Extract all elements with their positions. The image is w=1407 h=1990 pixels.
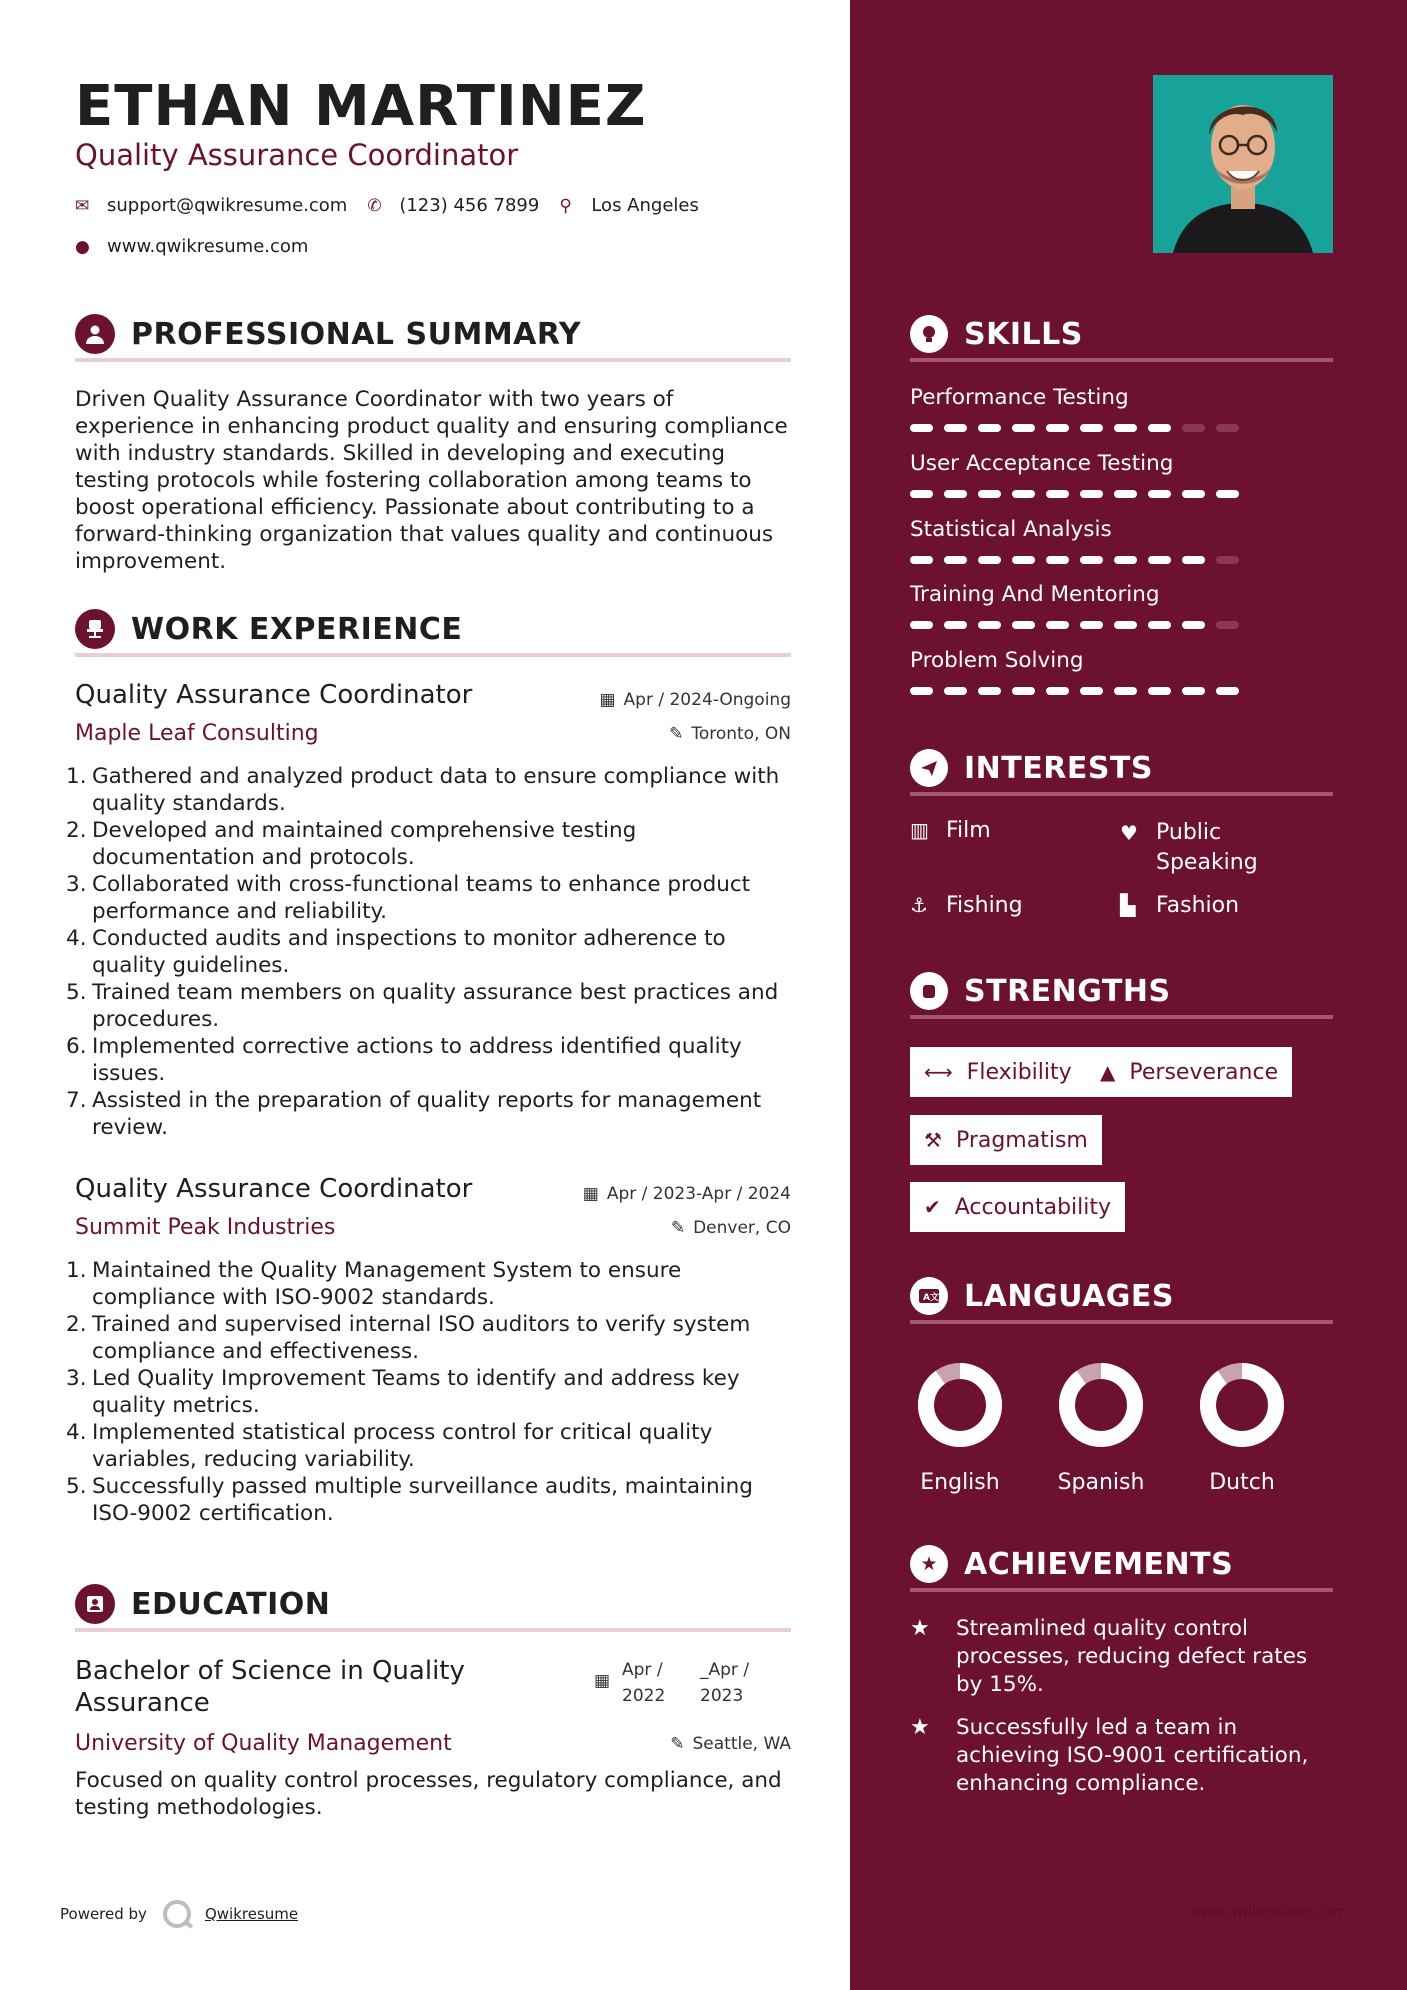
footer-powered xyxy=(60,1900,298,1928)
list-item: Collaborated with cross-functional teams to enhance product performance and reliability. xyxy=(92,872,751,924)
strength-label: Flexibility xyxy=(966,1059,1072,1085)
list-item: Implemented corrective actions to address identified quality issues. xyxy=(92,1034,742,1086)
profile-photo xyxy=(1153,75,1333,253)
skill-dash xyxy=(1216,490,1239,498)
qwikresume-link[interactable]: Qwikresume xyxy=(204,1905,299,1923)
achievements-heading xyxy=(910,1540,1333,1592)
skill-dash xyxy=(1114,490,1137,498)
anchor-icon: ⚓ xyxy=(910,893,928,917)
language-icon xyxy=(910,1277,948,1315)
job-date-text: Apr / 2023-Apr / 2024 xyxy=(606,1184,791,1204)
lightbulb-icon xyxy=(910,315,948,353)
skill-dash xyxy=(1046,424,1069,432)
skill-item xyxy=(910,517,1333,564)
skill-dash xyxy=(1080,490,1103,498)
language-ring-fill xyxy=(926,1371,994,1439)
interest-label: Public Speaking xyxy=(1156,820,1258,875)
contact-row xyxy=(75,195,719,216)
job-title: Quality Assurance Coordinator xyxy=(75,680,473,710)
skill-level-bar xyxy=(910,490,1333,498)
skill-dash xyxy=(1114,424,1137,432)
interest-fishing xyxy=(910,893,1023,918)
skill-item xyxy=(910,451,1333,498)
job-location xyxy=(671,1218,791,1238)
education-title: EDUCATION xyxy=(131,1586,331,1622)
qwikresume-logo-icon xyxy=(163,1900,191,1928)
heartbeat-icon: ♥ xyxy=(1120,821,1138,845)
interest-label: Film xyxy=(946,818,991,843)
list-item: Led Quality Improvement Teams to identify and address key quality metrics. xyxy=(92,1366,740,1418)
strength-label: Accountability xyxy=(954,1194,1112,1220)
contact-website[interactable] xyxy=(75,236,308,257)
contact-phone[interactable] xyxy=(367,195,539,216)
list-item: Gathered and analyzed product data to ensure compliance with quality standards. xyxy=(92,764,780,816)
list-item: Assisted in the preparation of quality reports for management review. xyxy=(92,1088,762,1140)
interests-title: INTERESTS xyxy=(964,750,1153,786)
phone-text: (123) 456 7899 xyxy=(399,195,540,216)
svg-text:A文: A文 xyxy=(923,1293,939,1303)
skill-dash xyxy=(1080,424,1103,432)
language-name: Spanish xyxy=(1057,1470,1145,1495)
skill-dash xyxy=(978,687,1001,695)
skill-level-bar xyxy=(910,424,1333,432)
graduation-icon xyxy=(75,1584,115,1624)
list-item: Implemented statistical process control for critical quality variables, reducing variability. xyxy=(92,1420,713,1472)
strength-tag xyxy=(910,1115,1102,1165)
film-icon: ▥ xyxy=(910,818,929,842)
email-text: support@qwikresume.com xyxy=(107,195,348,216)
skill-dash xyxy=(1182,621,1205,629)
skill-dash xyxy=(1148,424,1171,432)
language-name: Dutch xyxy=(1209,1470,1275,1495)
interest-public-speaking xyxy=(1120,818,1280,878)
skill-dash xyxy=(1114,556,1137,564)
language-ring-fill xyxy=(1067,1371,1135,1439)
skill-dash xyxy=(1148,490,1171,498)
calendar-icon: ▦ xyxy=(582,1184,599,1204)
skill-dash xyxy=(978,621,1001,629)
skill-dash xyxy=(1012,621,1035,629)
skill-dash xyxy=(910,687,933,695)
star-icon: ★ xyxy=(910,1715,930,1740)
skill-dash xyxy=(1216,424,1239,432)
list-item: Successfully passed multiple surveillance audits, maintaining ISO-9002 certification. xyxy=(92,1474,753,1526)
skill-dash xyxy=(978,490,1001,498)
skills-heading xyxy=(910,310,1333,362)
languages-title: LANGUAGES xyxy=(964,1278,1174,1314)
skill-item xyxy=(910,582,1333,629)
edu-end-date: _Apr / 2023 xyxy=(700,1660,750,1706)
skill-level-bar xyxy=(910,556,1333,564)
language-name: English xyxy=(920,1470,1000,1495)
skill-dash xyxy=(1182,490,1205,498)
calendar-icon: ▦ xyxy=(599,690,616,710)
list-item: Developed and maintained comprehensive testing documentation and protocols. xyxy=(92,818,637,870)
job-location-text: Toronto, ON xyxy=(691,724,791,744)
list-item: Trained team members on quality assurance best practices and procedures. xyxy=(92,980,779,1032)
list-item: Conducted audits and inspections to monitor adherence to quality guidelines. xyxy=(92,926,726,978)
office-chair-icon xyxy=(75,609,115,649)
skill-dash xyxy=(1046,621,1069,629)
skill-dash xyxy=(1046,687,1069,695)
skill-name: Problem Solving xyxy=(910,648,1084,673)
skill-dash xyxy=(1080,556,1103,564)
achievement-text: Streamlined quality control processes, reducing defect rates by 15%. xyxy=(956,1616,1308,1697)
skill-dash xyxy=(1216,687,1239,695)
skill-dash xyxy=(1148,687,1171,695)
footer-site: www.qwikresume.com xyxy=(1190,1904,1347,1920)
skill-level-bar xyxy=(910,687,1333,695)
job-bullets xyxy=(66,763,796,1141)
check-circle-icon: ✔ xyxy=(924,1195,941,1219)
edu-description: Focused on quality control processes, regulatory compliance, and testing methodologies. xyxy=(75,1768,782,1820)
edu-start-date: Apr / 2022 xyxy=(622,1660,666,1706)
strengths-heading xyxy=(910,967,1333,1019)
right-column xyxy=(850,0,1407,1990)
fist-icon xyxy=(910,972,948,1010)
language-ring xyxy=(1058,1362,1144,1448)
edu-location xyxy=(670,1734,791,1754)
arrows-horizontal-icon: ⟷ xyxy=(924,1060,953,1084)
language-item xyxy=(905,1362,1015,1495)
skill-dash xyxy=(1216,621,1239,629)
skill-dash xyxy=(910,621,933,629)
skills-title: SKILLS xyxy=(964,316,1083,352)
skill-dash xyxy=(1114,621,1137,629)
strength-label: Pragmatism xyxy=(955,1127,1088,1153)
language-ring xyxy=(917,1362,1003,1448)
language-ring-fill xyxy=(1208,1371,1276,1439)
achievement-text: Successfully led a team in achieving ISO-9001 certification, enhancing compliance. xyxy=(956,1715,1309,1796)
skill-dash xyxy=(1182,687,1205,695)
strength-tag xyxy=(910,1047,1086,1097)
job-bullets xyxy=(66,1257,796,1527)
interest-label: Fishing xyxy=(946,893,1023,918)
contact-row-website xyxy=(75,236,328,257)
summary-heading xyxy=(75,310,791,362)
skill-dash xyxy=(978,556,1001,564)
job-company: Maple Leaf Consulting xyxy=(75,721,319,746)
skill-dash xyxy=(1012,556,1035,564)
gavel-icon: ⚒ xyxy=(924,1128,942,1152)
skill-dash xyxy=(978,424,1001,432)
strengths-title: STRENGTHS xyxy=(964,973,1171,1009)
pin-icon: ✎ xyxy=(670,1218,686,1238)
skill-dash xyxy=(1012,687,1035,695)
skill-dash xyxy=(944,490,967,498)
skill-dash xyxy=(1080,687,1103,695)
achievements-title: ACHIEVEMENTS xyxy=(964,1546,1234,1582)
skill-dash xyxy=(944,621,967,629)
skill-dash xyxy=(1216,556,1239,564)
shopping-bag-icon: ▙ xyxy=(1120,893,1136,917)
job-date xyxy=(583,1184,791,1204)
skill-dash xyxy=(944,687,967,695)
strength-label: Perseverance xyxy=(1129,1059,1279,1085)
skill-dash xyxy=(1080,621,1103,629)
skill-dash xyxy=(1046,556,1069,564)
job-date-text: Apr / 2024-Ongoing xyxy=(623,690,791,710)
skill-dash xyxy=(1148,556,1171,564)
road-icon: ▲ xyxy=(1100,1060,1116,1084)
skill-item xyxy=(910,648,1333,695)
user-icon xyxy=(75,314,115,354)
job-location xyxy=(669,724,791,744)
edu-location-text: Seattle, WA xyxy=(692,1734,791,1754)
powered-by-text: Powered by xyxy=(60,1905,147,1923)
achievement-item xyxy=(910,1714,1333,1798)
skill-dash xyxy=(1046,490,1069,498)
skill-dash xyxy=(910,556,933,564)
job-title: Quality Assurance Coordinator xyxy=(75,1174,473,1204)
skill-dash xyxy=(944,556,967,564)
skill-item xyxy=(910,385,1333,432)
summary-title: PROFESSIONAL SUMMARY xyxy=(131,316,582,352)
skill-name: Statistical Analysis xyxy=(910,517,1112,542)
skill-dash xyxy=(1012,490,1035,498)
skill-name: User Acceptance Testing xyxy=(910,451,1174,476)
phone-icon: ✆ xyxy=(367,195,382,216)
globe-icon: ● xyxy=(75,236,90,257)
degree-title: Bachelor of Science in Quality Assurance xyxy=(75,1656,465,1718)
candidate-name: ETHAN MARTINEZ xyxy=(75,74,647,139)
language-item xyxy=(1187,1362,1297,1495)
email-icon: ✉ xyxy=(75,195,90,216)
skill-dash xyxy=(1182,424,1205,432)
skill-name: Training And Mentoring xyxy=(910,582,1160,607)
star-icon: ★ xyxy=(910,1616,930,1641)
location-pin-icon: ⚲ xyxy=(559,195,572,216)
languages-heading xyxy=(910,1272,1333,1324)
pin-icon: ✎ xyxy=(669,724,684,744)
contact-email[interactable] xyxy=(75,195,347,216)
interests-heading xyxy=(910,744,1333,796)
job-company: Summit Peak Industries xyxy=(75,1215,336,1240)
star-badge-icon: ★ xyxy=(910,1545,948,1583)
job-location-text: Denver, CO xyxy=(693,1218,791,1238)
school-name: University of Quality Management xyxy=(75,1731,452,1756)
location-text: Los Angeles xyxy=(591,195,699,216)
skill-name: Performance Testing xyxy=(910,385,1129,410)
skill-dash xyxy=(944,424,967,432)
list-item: Trained and supervised internal ISO auditors to verify system compliance and effectiveness. xyxy=(92,1312,751,1364)
website-text: www.qwikresume.com xyxy=(107,236,309,257)
achievement-item xyxy=(910,1615,1333,1699)
interest-fashion xyxy=(1120,893,1239,918)
candidate-role: Quality Assurance Coordinator xyxy=(75,138,519,172)
skill-dash xyxy=(910,490,933,498)
language-item xyxy=(1046,1362,1156,1495)
list-item: Maintained the Quality Management System to ensure compliance with ISO-9002 standards. xyxy=(92,1258,682,1310)
education-heading xyxy=(75,1580,791,1632)
summary-text: Driven Quality Assurance Coordinator with two years of experience in enhancing product quality and ensuring compliance with industry standards. Skilled in developing and executing testing protocols while fostering collaboration among teams to boost operational efficiency. Passionate about contributing to a forward-thinking organization that values quality and continuous improvement. xyxy=(75,387,788,574)
skill-dash xyxy=(1114,687,1137,695)
experience-title: WORK EXPERIENCE xyxy=(131,611,463,647)
experience-heading xyxy=(75,605,791,657)
strength-tag xyxy=(910,1182,1125,1232)
skill-dash xyxy=(1182,556,1205,564)
strength-tag xyxy=(1086,1047,1292,1097)
pin-icon: ✎ xyxy=(670,1734,685,1754)
paper-plane-icon xyxy=(910,749,948,787)
skill-level-bar xyxy=(910,621,1333,629)
job-date xyxy=(599,690,791,710)
interest-film xyxy=(910,818,991,843)
contact-location xyxy=(559,195,699,216)
calendar-icon: ▦ xyxy=(594,1671,611,1691)
skill-dash xyxy=(910,424,933,432)
language-ring xyxy=(1199,1362,1285,1448)
skill-dash xyxy=(1148,621,1171,629)
interest-label: Fashion xyxy=(1156,893,1240,918)
skill-dash xyxy=(1012,424,1035,432)
